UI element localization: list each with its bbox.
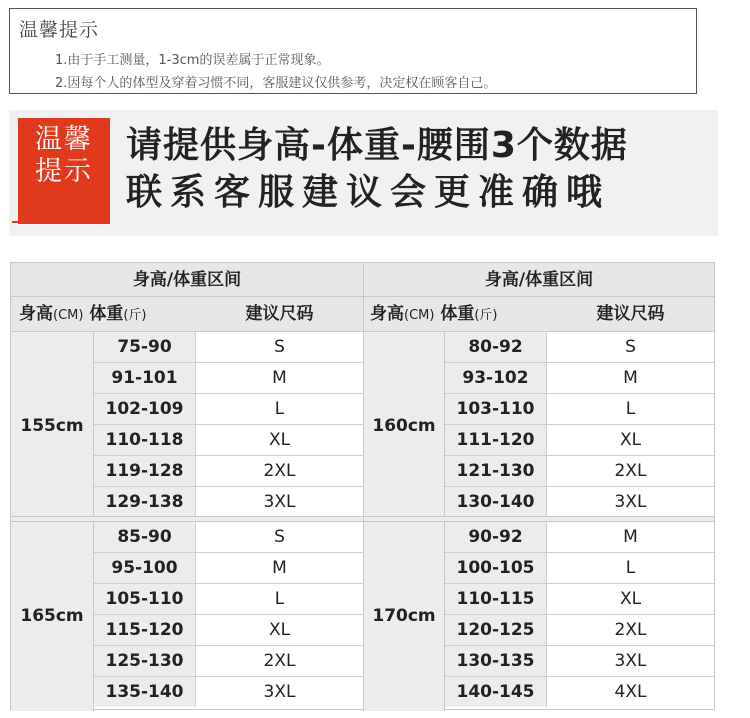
table-row [445, 646, 714, 677]
size-cell: L [196, 584, 363, 614]
size-cell: L [547, 553, 714, 583]
table-row [94, 332, 363, 363]
size-cell: 2XL [547, 615, 714, 645]
table-row [94, 646, 363, 677]
table-row [94, 363, 363, 394]
weight-cell: 103-110 [445, 394, 547, 424]
weight-cell: 85-90 [94, 522, 196, 552]
table-row [445, 615, 714, 646]
col-header-height-weight [364, 297, 547, 332]
weight-cell: 95-100 [94, 553, 196, 583]
table-row [445, 425, 714, 456]
weight-cell: 93-102 [445, 363, 547, 393]
col-header-weight: 体重 [89, 304, 124, 324]
size-cell: XL [196, 425, 363, 455]
headline-line-1: 请提供身高-体重-腰围3个数据 [126, 125, 628, 166]
table-row [94, 456, 363, 487]
size-cell: 3XL [196, 677, 363, 707]
weight-cell: 111-120 [445, 425, 547, 455]
size-cell: S [547, 332, 714, 362]
col-header-size: 建议尺码 [547, 297, 714, 332]
size-cell: XL [547, 584, 714, 614]
weight-cell: 129-138 [94, 487, 196, 517]
weight-cell: 90-92 [445, 522, 547, 552]
height-cell: 155cm [11, 332, 94, 521]
weight-cell: 130-135 [445, 646, 547, 676]
size-cell: M [196, 363, 363, 393]
table-row [445, 487, 714, 518]
weight-cell: 110-115 [445, 584, 547, 614]
size-cell: 3XL [547, 646, 714, 676]
badge-english-label: REMINDER [20, 206, 90, 219]
badge-text: 温馨 提示 [35, 124, 93, 187]
weight-cell: 120-125 [445, 615, 547, 645]
col-header-height-unit: (CM) [53, 308, 84, 323]
table-row [94, 522, 363, 553]
table-row [445, 332, 714, 363]
table-row [445, 394, 714, 425]
tips-box [9, 8, 697, 94]
table-row [445, 584, 714, 615]
col-header-weight-unit: (斤) [474, 308, 498, 323]
size-cell: S [196, 332, 363, 362]
weight-cell: 130-140 [445, 487, 547, 517]
table-row [445, 553, 714, 584]
size-cell: M [196, 553, 363, 583]
weight-cell: 75-90 [94, 332, 196, 362]
weight-cell: 100-105 [445, 553, 547, 583]
badge-underline [12, 221, 98, 223]
table-row [94, 394, 363, 425]
size-cell: L [547, 394, 714, 424]
size-table [10, 262, 715, 710]
weight-cell: 115-120 [94, 615, 196, 645]
height-cell: 165cm [11, 522, 94, 711]
tips-line: 1.由于手工测量，1-3cm的误差属于正常现象。 [55, 53, 330, 68]
height-cell: 170cm [364, 522, 445, 711]
weight-cell: 125-130 [94, 646, 196, 676]
tips-title: 温馨提示 [19, 19, 100, 41]
weight-cell: 91-101 [94, 363, 196, 393]
col-header-height: 身高 [19, 304, 53, 324]
col-header-height: 身高 [370, 304, 404, 324]
section-title: 身高/体重区间 [11, 263, 363, 297]
weight-cell: 135-140 [94, 677, 196, 707]
size-cell: XL [547, 425, 714, 455]
size-cell: 3XL [196, 487, 363, 517]
table-row [94, 487, 363, 518]
col-header-height-weight [11, 297, 196, 332]
weight-cell: 102-109 [94, 394, 196, 424]
table-row [94, 584, 363, 615]
table-row [94, 615, 363, 646]
table-row [94, 425, 363, 456]
size-cell: 2XL [196, 456, 363, 486]
weight-cell: 110-118 [94, 425, 196, 455]
size-cell: 4XL [547, 677, 714, 707]
weight-cell: 105-110 [94, 584, 196, 614]
table-row [445, 456, 714, 487]
size-cell: XL [196, 615, 363, 645]
size-cell: S [196, 522, 363, 552]
table-row [445, 677, 714, 708]
table-row [445, 363, 714, 394]
size-cell: M [547, 522, 714, 552]
col-header-size: 建议尺码 [196, 297, 363, 332]
table-center-divider [363, 263, 364, 711]
section-title: 身高/体重区间 [364, 263, 714, 297]
tips-line: 2.因每个人的体型及穿着习惯不同，客服建议仅供参考，决定权在顾客自己。 [55, 76, 497, 91]
table-row [94, 677, 363, 708]
headline-line-2: 联系客服建议会更准确哦 [126, 172, 611, 213]
height-cell: 160cm [364, 332, 445, 521]
size-cell: 2XL [547, 456, 714, 486]
col-header-weight: 体重 [440, 304, 475, 324]
weight-cell: 119-128 [94, 456, 196, 486]
size-cell: 3XL [547, 487, 714, 517]
size-cell: M [547, 363, 714, 393]
col-header-height-unit: (CM) [404, 308, 435, 323]
col-header-weight-unit: (斤) [123, 308, 147, 323]
table-row [94, 553, 363, 584]
weight-cell: 121-130 [445, 456, 547, 486]
size-cell: L [196, 394, 363, 424]
size-cell: 2XL [196, 646, 363, 676]
table-row [445, 522, 714, 553]
weight-cell: 140-145 [445, 677, 547, 707]
weight-cell: 80-92 [445, 332, 547, 362]
